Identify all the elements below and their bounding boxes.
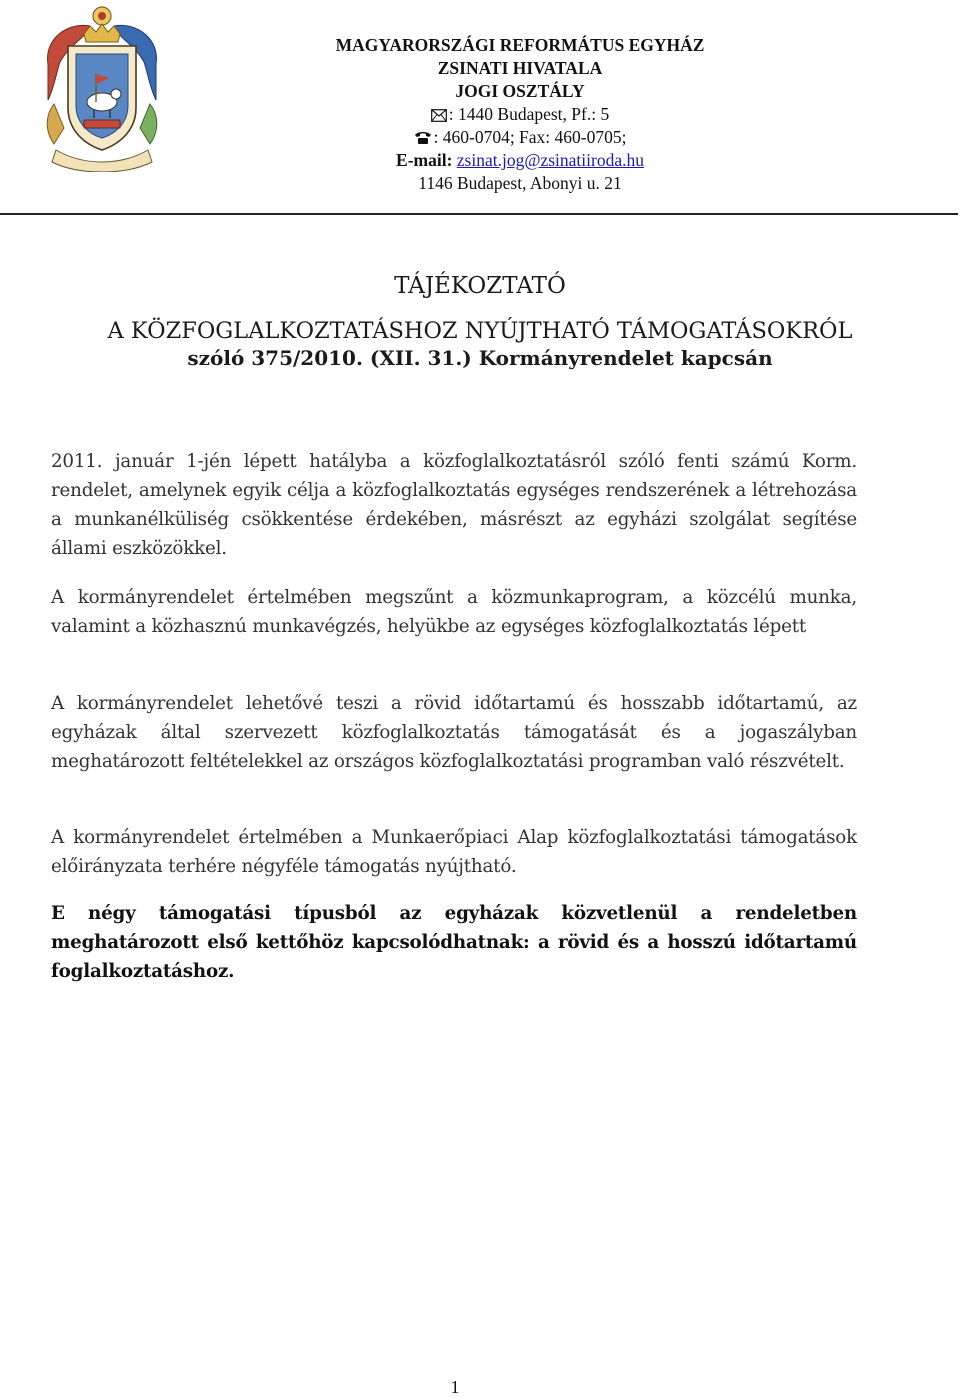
paragraph-3: A kormányrendelet lehetővé teszi a rövid időtartamú és hosszabb időtartamú, az egyházak által szervezett közfoglalkoztatás támogatását és a jogaszályban meghatározott feltételekkel az országos közfoglalkoztatási programban való részvételt. bbox=[51, 693, 857, 772]
coat-of-arms bbox=[40, 4, 164, 172]
document-subtitle: A KÖZFOGLALKOZTATÁSHOZ NYÚJTHATÓ TÁMOGATÁSOKRÓL bbox=[107, 318, 853, 344]
paragraph-5-emphasis: E négy támogatási típusból az egyházak közvetlenül a rendeletben meghatározott első kettőhöz kapcsolódhatnak: a rövid és a hosszú időtartamú foglalkoztatáshoz. bbox=[51, 903, 857, 982]
paragraph-4: A kormányrendelet értelmében a Munkaerőpiaci Alap közfoglalkoztatási támogatások előirányzata terhére négyféle támogatás nyújtható. bbox=[51, 827, 857, 877]
header-divider bbox=[0, 213, 958, 215]
document-title: TÁJÉKOZTATÓ bbox=[394, 273, 566, 299]
office-name: ZSINATI HIVATALA bbox=[437, 58, 603, 78]
email-line bbox=[260, 149, 780, 172]
telephone-icon bbox=[414, 131, 432, 145]
envelope-icon bbox=[431, 109, 447, 122]
department-name: JOGI OSZTÁLY bbox=[455, 81, 585, 101]
postal-address bbox=[260, 103, 780, 126]
email-link[interactable]: zsinat.jog@zsinatiiroda.hu bbox=[456, 150, 644, 170]
postal-text: : 1440 Budapest, Pf.: 5 bbox=[448, 104, 610, 124]
paragraph-1: 2011. január 1-jén lépett hatályba a közfoglalkoztatásról szóló fenti számú Korm. rendelet, amelynek egyik célja a közfoglalkoztatás egységes rendszerének a létrehozása a munkanélküliség csökkentése érdekében, másrészt az egyházi szolgálat segítése állami eszközökkel. bbox=[51, 451, 857, 559]
paragraph-2: A kormányrendelet értelmében megszűnt a közmunkaprogram, a közcélú munka, valamint a közhasznú munkavégzés, helyükbe az egységes közfoglalkoztatás lépett bbox=[51, 587, 857, 637]
phone-text: : 460-0704; Fax: 460-0705; bbox=[433, 127, 627, 147]
email-label: E-mail: bbox=[396, 150, 453, 170]
phone-line bbox=[260, 126, 780, 149]
letterhead bbox=[260, 34, 780, 195]
church-name: MAGYARORSZÁGI REFORMÁTUS EGYHÁZ bbox=[335, 35, 705, 55]
document-subtitle-reference: szóló 375/2010. (XII. 31.) Kormányrendelet kapcsán bbox=[187, 346, 773, 370]
page-number: 1 bbox=[450, 1377, 460, 1397]
street-address: 1146 Budapest, Abonyi u. 21 bbox=[418, 173, 622, 193]
